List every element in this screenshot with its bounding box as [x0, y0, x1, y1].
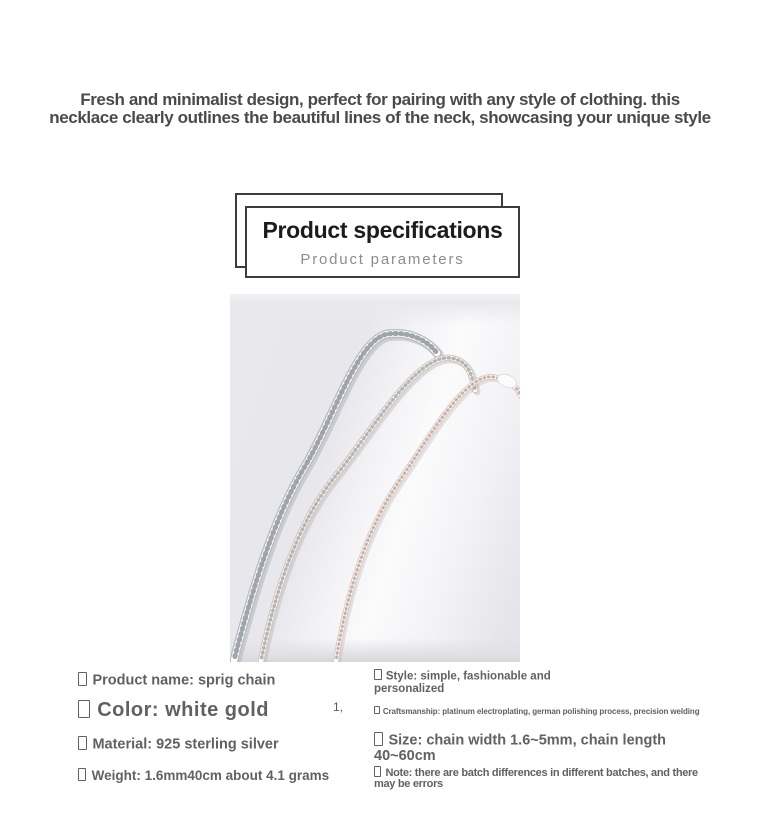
stray-text-fragment: 1,	[333, 700, 344, 714]
missing-glyph-icon	[78, 700, 90, 718]
spec-product-name-label: Product name: sprig chain	[92, 672, 276, 689]
spec-material	[78, 736, 279, 752]
spec-craftsmanship	[374, 706, 700, 716]
product-photo	[230, 294, 520, 662]
spec-color	[78, 699, 269, 722]
chain-necklaces-illustration	[230, 294, 520, 662]
spec-size	[374, 732, 690, 764]
missing-glyph-icon	[78, 736, 87, 750]
chain-middle	[261, 358, 477, 662]
spec-box-title: Product specifications	[262, 216, 503, 243]
spec-color-label: Color: white gold	[97, 699, 269, 721]
spec-box-subtitle: Product parameters	[300, 250, 465, 268]
headline	[0, 91, 760, 126]
spec-weight	[78, 768, 329, 783]
spec-craftsmanship-label: Craftsmanship: platinum electroplating, german polishing process, precision welding	[382, 706, 700, 716]
spec-material-label: Material: 925 sterling silver	[92, 736, 279, 753]
spec-weight-label: Weight: 1.6mm40cm about 4.1 grams	[91, 768, 330, 783]
spec-size-label: Size: chain width 1.6~5mm, chain length 40~60cm	[374, 732, 667, 764]
spec-style	[374, 669, 574, 695]
spec-note	[374, 766, 704, 791]
spec-note-label: Note: there are batch differences in different batches, and there may be errors	[374, 766, 698, 791]
missing-glyph-icon	[374, 732, 383, 746]
spec-box	[245, 206, 520, 278]
missing-glyph-icon	[78, 672, 87, 686]
missing-glyph-icon	[78, 768, 86, 781]
headline-line-2: necklace clearly outlines the beautiful lines of the neck, showcasing your unique style	[49, 107, 711, 127]
missing-glyph-icon	[374, 669, 382, 680]
missing-glyph-icon	[374, 766, 381, 777]
missing-glyph-icon	[374, 706, 380, 714]
chain-right-rose	[336, 377, 520, 662]
headline-line-1: Fresh and minimalist design, perfect for pairing with any style of clothing. this	[80, 90, 680, 109]
spec-style-label: Style: simple, fashionable and personalized	[374, 670, 551, 695]
spec-product-name	[78, 672, 275, 688]
